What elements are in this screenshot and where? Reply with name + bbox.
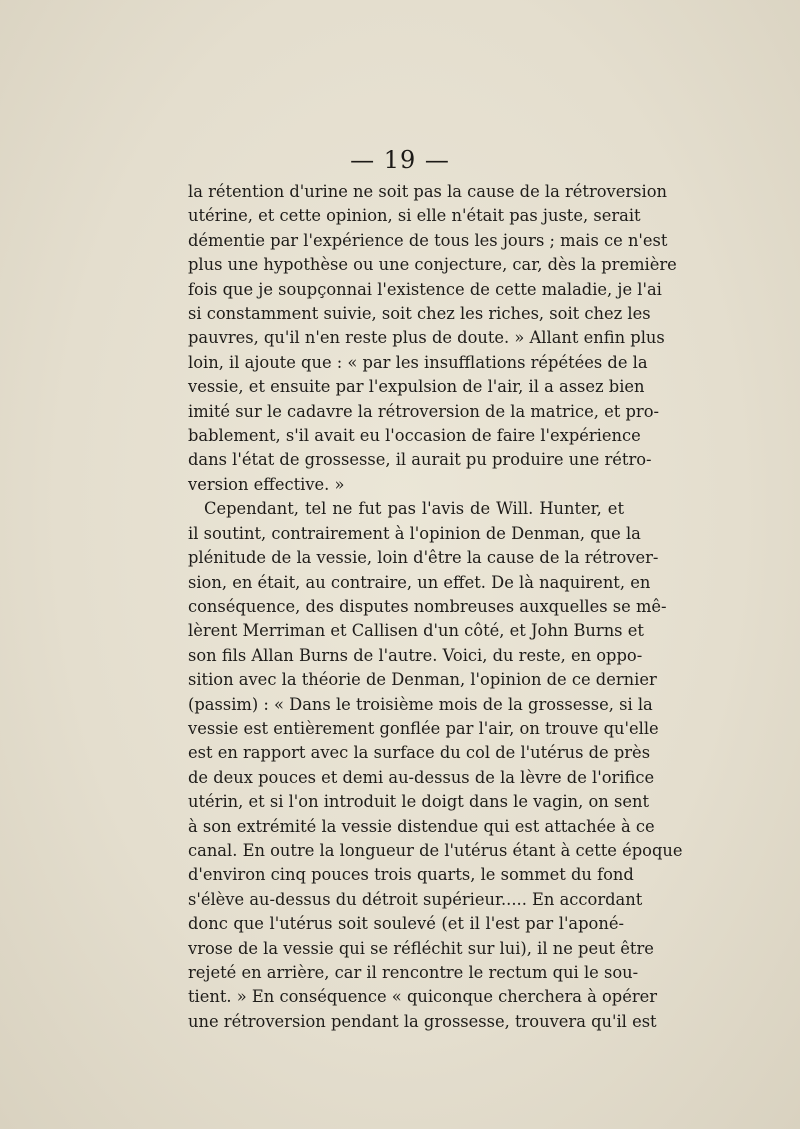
- text-line: pauvres, qu'il n'en reste plus de doute. » Allant enfin plus: [188, 328, 665, 348]
- text-line: dans l'état de grossesse, il aurait pu produire une rétro-: [188, 450, 652, 470]
- text-line: il soutint, contrairement à l'opinion de Denman, que la: [188, 523, 641, 543]
- text-line: plus une hypothèse ou une conjecture, car, dès la première: [188, 255, 677, 275]
- text-line: rejeté en arrière, car il rencontre le rectum qui le sou-: [188, 963, 639, 982]
- text-line: bablement, s'il avait eu l'occasion de faire l'expérience: [188, 426, 641, 446]
- text-line: démentie par l'expérience de tous les jours ; mais ce n'est: [188, 230, 668, 250]
- text-line: sition avec la théorie de Denman, l'opinion de ce dernier: [188, 670, 657, 690]
- text-line: Cependant, tel ne fut pas l'avis de Will. Hunter, et: [204, 499, 624, 519]
- text-line: vessie est entièrement gonflée par l'air, on trouve qu'elle: [188, 718, 659, 738]
- text-line: la rétention d'urine ne soit pas la cause de la rétroversion: [188, 182, 667, 201]
- text-line: sion, en était, au contraire, un effet. De là naquirent, en: [188, 572, 651, 592]
- text-line: conséquence, des disputes nombreuses auxquelles se mê-: [188, 596, 667, 616]
- text-line: à son extrémité la vessie distendue qui est attachée à ce: [188, 816, 655, 836]
- page-number-header: — 19 —: [350, 146, 450, 174]
- text-line: (passim) : « Dans le troisième mois de la grossesse, si la: [188, 694, 653, 714]
- text-line: est en rapport avec la surface du col de l'utérus de près: [188, 743, 651, 763]
- text-line: s'élève au-dessus du détroit supérieur..... En accordant: [188, 889, 643, 909]
- text-line: imité sur le cadavre la rétroversion de la matrice, et pro-: [188, 401, 660, 421]
- text-line: utérin, et si l'on introduit le doigt dans le vagin, on sent: [188, 792, 649, 812]
- text-line: plénitude de la vessie, loin d'être la cause de la rétrover-: [188, 548, 659, 568]
- text-line: une rétroversion pendant la grossesse, trouvera qu'il est: [188, 1011, 657, 1031]
- text-line: loin, il ajoute que : « par les insufflations répétées de la: [188, 352, 648, 372]
- text-line: donc que l'utérus soit soulevé (et il l'est par l'aponé-: [188, 914, 624, 934]
- text-line: utérine, et cette opinion, si elle n'était pas juste, serait: [188, 206, 641, 226]
- text-line: si constamment suivie, soit chez les riches, soit chez les: [188, 304, 651, 324]
- text-line: version effective. »: [188, 474, 345, 494]
- text-line: lèrent Merriman et Callisen d'un côté, et John Burns et: [188, 621, 644, 641]
- text-line: son fils Allan Burns de l'autre. Voici, du reste, en oppo-: [188, 645, 643, 665]
- text-line: vrose de la vessie qui se réfléchit sur lui), il ne peut être: [188, 938, 654, 958]
- text-line: tient. » En conséquence « quiconque cherchera à opérer: [188, 987, 658, 1007]
- text-line: de deux pouces et demi au-dessus de la lèvre de l'orifice: [188, 767, 655, 787]
- text-line: fois que je soupçonnai l'existence de cette maladie, je l'ai: [188, 279, 662, 299]
- text-line: canal. En outre la longueur de l'utérus étant à cette époque: [188, 840, 683, 860]
- text-line: vessie, et ensuite par l'expulsion de l'air, il a assez bien: [188, 377, 645, 397]
- text-line: d'environ cinq pouces trois quarts, le sommet du fond: [188, 865, 634, 885]
- body-text: [188, 180, 683, 1034]
